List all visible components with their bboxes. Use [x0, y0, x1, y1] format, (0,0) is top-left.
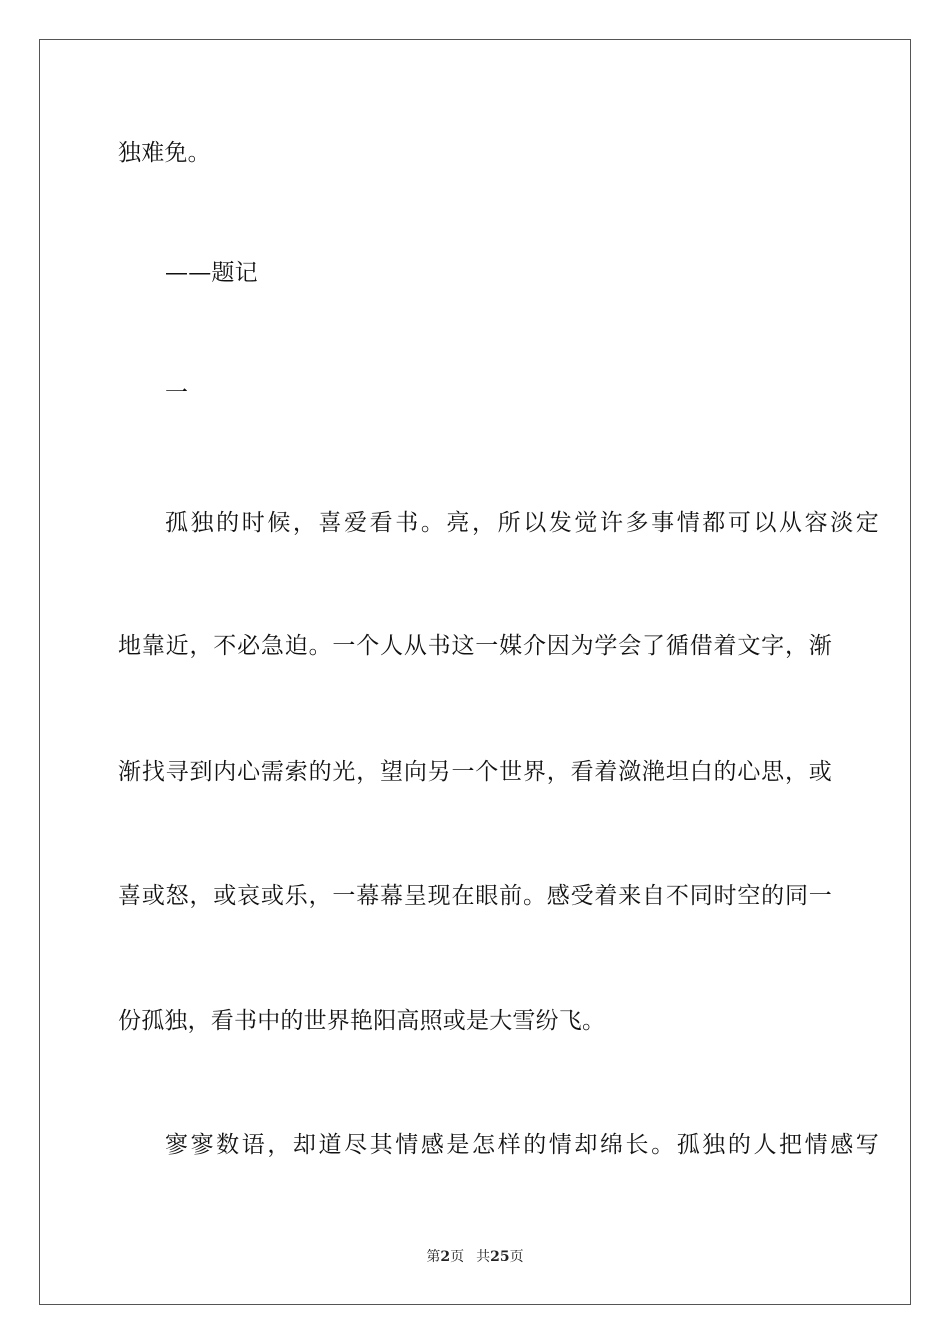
paragraph-line: 地靠近，不必急迫。一个人从书这一媒介因为学会了循借着文字，渐 — [118, 633, 832, 659]
paragraph-line: 渐找寻到内心需索的光，望向另一个世界，看着潋滟坦白的心思，或 — [118, 759, 832, 785]
total-prefix: 共 — [476, 1249, 491, 1265]
paragraph-line: 孤独的时候，喜爱看书。亮，所以发觉许多事情都可以从容淡定 — [165, 510, 879, 536]
total-pages: 25 — [490, 1249, 510, 1265]
paragraph-line: 喜或怒，或哀或乐，一幕幕呈现在眼前。感受着来自不同时空的同一 — [118, 883, 832, 909]
page-suffix: 页 — [450, 1249, 465, 1265]
page-number: 2 — [440, 1249, 451, 1265]
page-border — [39, 39, 911, 1305]
page-prefix: 第 — [426, 1249, 441, 1265]
paragraph-line: 份孤独，看书中的世界艳阳高照或是大雪纷飞。 — [118, 1008, 606, 1034]
text-line: 一 — [165, 380, 189, 406]
text-line: ——题记 — [165, 260, 258, 286]
total-suffix: 页 — [509, 1249, 524, 1265]
paragraph-line: 寥寥数语，却道尽其情感是怎样的情却绵长。孤独的人把情感写 — [165, 1132, 879, 1158]
page-footer — [0, 1247, 950, 1267]
text-line: 独难免。 — [118, 140, 211, 166]
